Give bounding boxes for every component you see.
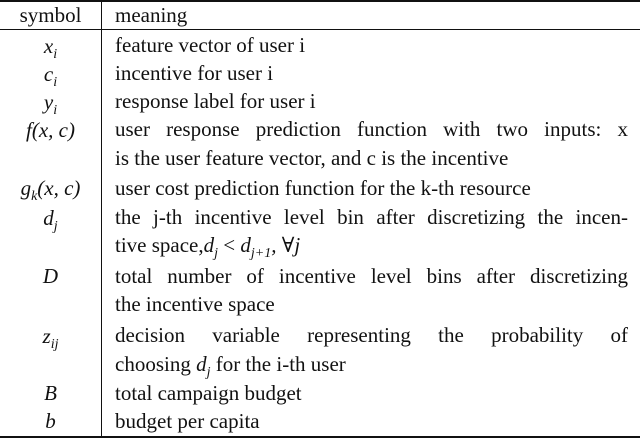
meaning-text: tive space, <box>115 233 204 257</box>
symbol-args: (x, c) <box>31 118 75 142</box>
row-meaning: total campaign budget <box>115 381 302 405</box>
header-meaning: meaning <box>115 3 188 27</box>
symbol-subscript: i <box>53 103 58 118</box>
row-symbol: B <box>44 381 57 405</box>
bottom-rule <box>0 436 640 438</box>
meaning-text: choosing <box>115 352 197 376</box>
row-meaning-line <box>115 350 628 378</box>
math-operator: < <box>218 233 241 257</box>
symbol-subscript: ij <box>50 337 59 352</box>
symbol-base: y <box>43 90 54 114</box>
column-divider <box>101 2 102 436</box>
symbol-base: c <box>43 62 54 86</box>
math-subscript: j+1 <box>250 246 272 261</box>
symbol-subscript: k <box>31 189 38 204</box>
symbol-base: d <box>43 206 54 230</box>
row-symbol <box>0 60 101 88</box>
symbol-base: z <box>42 324 51 348</box>
row-meaning-line: the incentive space <box>115 292 275 316</box>
math-var: d <box>196 352 207 376</box>
row-symbol <box>0 32 101 60</box>
symbol-base: g <box>20 176 32 200</box>
symbol-subscript: i <box>53 47 58 62</box>
math-tail: , ∀j <box>271 233 301 257</box>
row-symbol <box>0 174 101 202</box>
math-subscript: j <box>214 246 219 261</box>
row-meaning-line: user response prediction function with two inputs: x <box>115 117 628 141</box>
row-symbol <box>0 322 101 350</box>
meaning-text: for the i-th user <box>210 352 346 376</box>
math-var: d <box>203 233 215 257</box>
row-symbol <box>0 204 101 232</box>
row-meaning: feature vector of user i <box>115 33 306 57</box>
row-meaning: user cost prediction function for the k-th resource <box>115 176 531 200</box>
symbol-subscript: j <box>53 219 58 234</box>
row-meaning: response label for user i <box>115 89 316 113</box>
header-rule <box>0 29 640 30</box>
math-subscript: j <box>206 365 211 380</box>
symbol-base: f <box>26 118 32 142</box>
row-symbol: D <box>42 264 59 288</box>
row-meaning: budget per capita <box>115 409 260 433</box>
row-meaning: incentive for user i <box>115 61 274 85</box>
row-meaning-line: decision variable representing the probability of <box>115 323 628 347</box>
symbol-args: (x, c) <box>37 176 81 200</box>
row-symbol: b <box>45 409 56 433</box>
row-symbol <box>0 88 101 116</box>
symbol-subscript: i <box>53 75 58 90</box>
row-meaning-line <box>115 231 628 259</box>
row-symbol <box>0 116 101 144</box>
math-var: d <box>240 233 251 257</box>
header-symbol: symbol <box>19 3 82 27</box>
symbol-base: x <box>43 34 54 58</box>
row-meaning-line: total number of incentive level bins after discretizing <box>115 264 628 288</box>
row-meaning-line: the j-th incentive level bin after discretizing the incen- <box>115 205 628 229</box>
row-meaning-line: is the user feature vector, and c is the incentive <box>115 146 509 170</box>
